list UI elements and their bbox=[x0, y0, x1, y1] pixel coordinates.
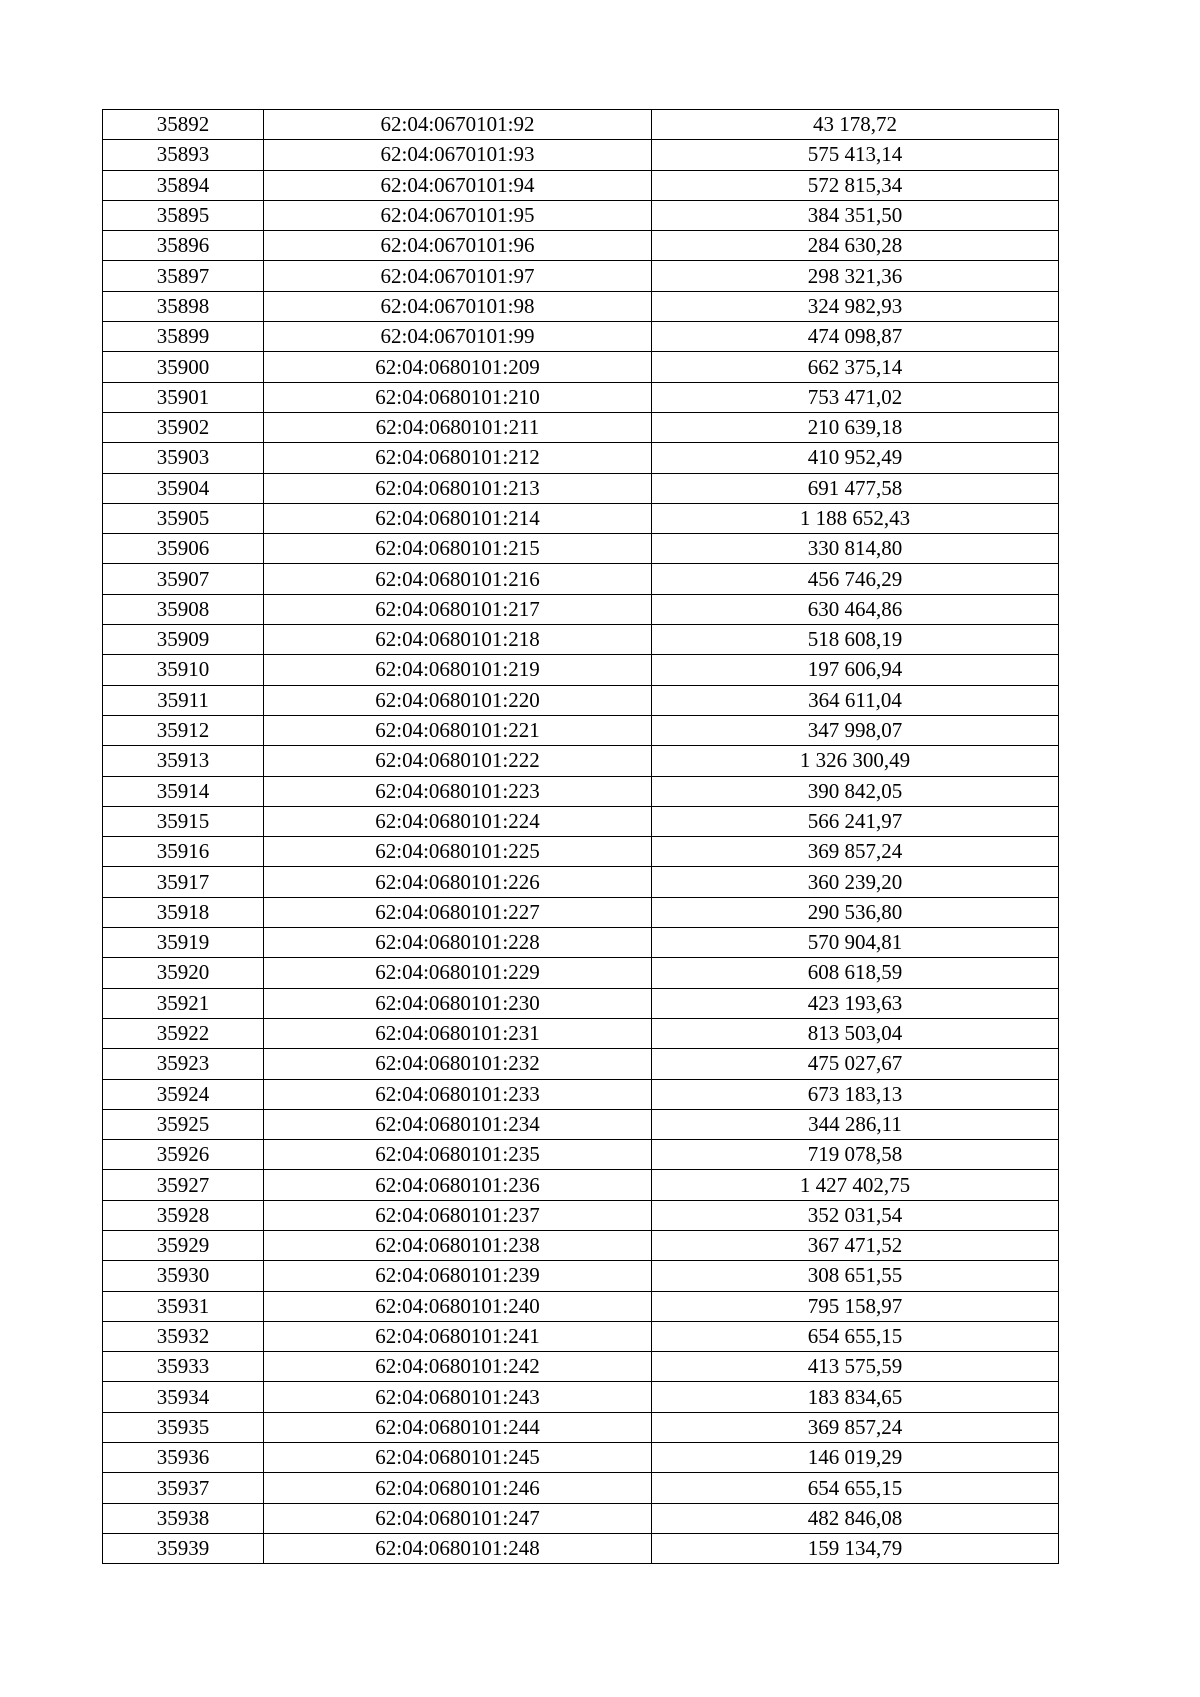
cadastral-number-cell: 62:04:0680101:218 bbox=[264, 625, 652, 655]
row-number-cell: 35930 bbox=[103, 1261, 264, 1291]
row-number-cell: 35932 bbox=[103, 1321, 264, 1351]
row-number-cell: 35922 bbox=[103, 1018, 264, 1048]
row-number-cell: 35939 bbox=[103, 1533, 264, 1563]
table-row bbox=[103, 1352, 1059, 1382]
cadastral-number-cell: 62:04:0680101:212 bbox=[264, 443, 652, 473]
cadastral-value-cell: 308 651,55 bbox=[652, 1261, 1059, 1291]
cadastral-number-cell: 62:04:0680101:241 bbox=[264, 1321, 652, 1351]
cadastral-value-cell: 197 606,94 bbox=[652, 655, 1059, 685]
row-number-cell: 35923 bbox=[103, 1049, 264, 1079]
cadastral-value-cell: 673 183,13 bbox=[652, 1079, 1059, 1109]
cadastral-value-cell: 290 536,80 bbox=[652, 897, 1059, 927]
cadastral-number-cell: 62:04:0680101:239 bbox=[264, 1261, 652, 1291]
table-row bbox=[103, 1200, 1059, 1230]
cadastral-number-cell: 62:04:0680101:210 bbox=[264, 382, 652, 412]
cadastral-value-cell: 43 178,72 bbox=[652, 110, 1059, 140]
cadastral-number-cell: 62:04:0670101:99 bbox=[264, 322, 652, 352]
row-number-cell: 35927 bbox=[103, 1170, 264, 1200]
table-row bbox=[103, 776, 1059, 806]
cadastral-value-cell: 352 031,54 bbox=[652, 1200, 1059, 1230]
row-number-cell: 35915 bbox=[103, 806, 264, 836]
table-row bbox=[103, 503, 1059, 533]
cadastral-value-cell: 183 834,65 bbox=[652, 1382, 1059, 1412]
cadastral-number-cell: 62:04:0680101:225 bbox=[264, 837, 652, 867]
row-number-cell: 35897 bbox=[103, 261, 264, 291]
cadastral-value-cell: 691 477,58 bbox=[652, 473, 1059, 503]
row-number-cell: 35938 bbox=[103, 1503, 264, 1533]
row-number-cell: 35918 bbox=[103, 897, 264, 927]
cadastral-number-cell: 62:04:0680101:235 bbox=[264, 1140, 652, 1170]
cadastral-number-cell: 62:04:0680101:226 bbox=[264, 867, 652, 897]
cadastral-value-cell: 298 321,36 bbox=[652, 261, 1059, 291]
cadastral-value-cell: 795 158,97 bbox=[652, 1291, 1059, 1321]
row-number-cell: 35916 bbox=[103, 837, 264, 867]
row-number-cell: 35926 bbox=[103, 1140, 264, 1170]
cadastral-value-cell: 1 427 402,75 bbox=[652, 1170, 1059, 1200]
cadastral-value-cell: 384 351,50 bbox=[652, 200, 1059, 230]
table-row bbox=[103, 685, 1059, 715]
cadastral-number-cell: 62:04:0680101:234 bbox=[264, 1109, 652, 1139]
cadastral-number-cell: 62:04:0680101:220 bbox=[264, 685, 652, 715]
cadastral-value-cell: 369 857,24 bbox=[652, 1412, 1059, 1442]
table-row bbox=[103, 837, 1059, 867]
table-row bbox=[103, 1291, 1059, 1321]
row-number-cell: 35936 bbox=[103, 1443, 264, 1473]
cadastral-number-cell: 62:04:0680101:242 bbox=[264, 1352, 652, 1382]
cadastral-number-cell: 62:04:0680101:247 bbox=[264, 1503, 652, 1533]
cadastral-value-cell: 518 608,19 bbox=[652, 625, 1059, 655]
cadastral-number-cell: 62:04:0680101:222 bbox=[264, 746, 652, 776]
cadastral-value-table bbox=[102, 109, 1059, 1564]
row-number-cell: 35895 bbox=[103, 200, 264, 230]
cadastral-value-cell: 423 193,63 bbox=[652, 988, 1059, 1018]
row-number-cell: 35928 bbox=[103, 1200, 264, 1230]
row-number-cell: 35898 bbox=[103, 291, 264, 321]
table-row bbox=[103, 1503, 1059, 1533]
row-number-cell: 35905 bbox=[103, 503, 264, 533]
cadastral-value-cell: 344 286,11 bbox=[652, 1109, 1059, 1139]
cadastral-value-cell: 330 814,80 bbox=[652, 534, 1059, 564]
table-row bbox=[103, 1170, 1059, 1200]
cadastral-value-cell: 410 952,49 bbox=[652, 443, 1059, 473]
cadastral-number-cell: 62:04:0680101:238 bbox=[264, 1230, 652, 1260]
row-number-cell: 35899 bbox=[103, 322, 264, 352]
table-row bbox=[103, 867, 1059, 897]
row-number-cell: 35908 bbox=[103, 594, 264, 624]
table-row bbox=[103, 412, 1059, 442]
cadastral-value-cell: 662 375,14 bbox=[652, 352, 1059, 382]
row-number-cell: 35913 bbox=[103, 746, 264, 776]
cadastral-value-cell: 390 842,05 bbox=[652, 776, 1059, 806]
cadastral-value-cell: 475 027,67 bbox=[652, 1049, 1059, 1079]
cadastral-number-cell: 62:04:0670101:96 bbox=[264, 231, 652, 261]
cadastral-value-cell: 369 857,24 bbox=[652, 837, 1059, 867]
table-row bbox=[103, 594, 1059, 624]
cadastral-number-cell: 62:04:0680101:246 bbox=[264, 1473, 652, 1503]
cadastral-value-cell: 570 904,81 bbox=[652, 928, 1059, 958]
cadastral-value-cell: 572 815,34 bbox=[652, 170, 1059, 200]
table-row bbox=[103, 140, 1059, 170]
row-number-cell: 35896 bbox=[103, 231, 264, 261]
cadastral-value-cell: 1 188 652,43 bbox=[652, 503, 1059, 533]
table-row bbox=[103, 352, 1059, 382]
table-row bbox=[103, 291, 1059, 321]
row-number-cell: 35902 bbox=[103, 412, 264, 442]
cadastral-number-cell: 62:04:0670101:93 bbox=[264, 140, 652, 170]
cadastral-number-cell: 62:04:0680101:233 bbox=[264, 1079, 652, 1109]
row-number-cell: 35911 bbox=[103, 685, 264, 715]
table-row bbox=[103, 170, 1059, 200]
table-row bbox=[103, 200, 1059, 230]
row-number-cell: 35933 bbox=[103, 1352, 264, 1382]
table-row bbox=[103, 1049, 1059, 1079]
cadastral-number-cell: 62:04:0680101:214 bbox=[264, 503, 652, 533]
table-row bbox=[103, 1079, 1059, 1109]
row-number-cell: 35931 bbox=[103, 1291, 264, 1321]
table-row bbox=[103, 473, 1059, 503]
row-number-cell: 35892 bbox=[103, 110, 264, 140]
cadastral-number-cell: 62:04:0680101:211 bbox=[264, 412, 652, 442]
table-row bbox=[103, 928, 1059, 958]
cadastral-number-cell: 62:04:0680101:237 bbox=[264, 1200, 652, 1230]
table-row bbox=[103, 715, 1059, 745]
row-number-cell: 35909 bbox=[103, 625, 264, 655]
table-row bbox=[103, 1140, 1059, 1170]
cadastral-number-cell: 62:04:0680101:229 bbox=[264, 958, 652, 988]
row-number-cell: 35935 bbox=[103, 1412, 264, 1442]
cadastral-value-cell: 347 998,07 bbox=[652, 715, 1059, 745]
cadastral-value-cell: 575 413,14 bbox=[652, 140, 1059, 170]
table-row bbox=[103, 110, 1059, 140]
table-row bbox=[103, 655, 1059, 685]
cadastral-value-cell: 630 464,86 bbox=[652, 594, 1059, 624]
table-row bbox=[103, 988, 1059, 1018]
cadastral-value-cell: 284 630,28 bbox=[652, 231, 1059, 261]
table-row bbox=[103, 534, 1059, 564]
table-row bbox=[103, 625, 1059, 655]
cadastral-number-cell: 62:04:0670101:95 bbox=[264, 200, 652, 230]
cadastral-number-cell: 62:04:0680101:216 bbox=[264, 564, 652, 594]
cadastral-number-cell: 62:04:0680101:209 bbox=[264, 352, 652, 382]
cadastral-value-cell: 753 471,02 bbox=[652, 382, 1059, 412]
row-number-cell: 35904 bbox=[103, 473, 264, 503]
row-number-cell: 35937 bbox=[103, 1473, 264, 1503]
cadastral-value-cell: 654 655,15 bbox=[652, 1321, 1059, 1351]
cadastral-value-cell: 474 098,87 bbox=[652, 322, 1059, 352]
row-number-cell: 35919 bbox=[103, 928, 264, 958]
cadastral-number-cell: 62:04:0680101:230 bbox=[264, 988, 652, 1018]
table-row bbox=[103, 897, 1059, 927]
table-row bbox=[103, 1261, 1059, 1291]
table-row bbox=[103, 1533, 1059, 1563]
cadastral-number-cell: 62:04:0680101:231 bbox=[264, 1018, 652, 1048]
table-row bbox=[103, 443, 1059, 473]
table-row bbox=[103, 1018, 1059, 1048]
cadastral-value-cell: 364 611,04 bbox=[652, 685, 1059, 715]
table-row bbox=[103, 1473, 1059, 1503]
cadastral-number-cell: 62:04:0670101:92 bbox=[264, 110, 652, 140]
cadastral-number-cell: 62:04:0680101:219 bbox=[264, 655, 652, 685]
table-row bbox=[103, 231, 1059, 261]
table-row bbox=[103, 806, 1059, 836]
cadastral-number-cell: 62:04:0680101:215 bbox=[264, 534, 652, 564]
cadastral-number-cell: 62:04:0680101:227 bbox=[264, 897, 652, 927]
table-row bbox=[103, 746, 1059, 776]
row-number-cell: 35907 bbox=[103, 564, 264, 594]
cadastral-value-cell: 159 134,79 bbox=[652, 1533, 1059, 1563]
cadastral-value-cell: 654 655,15 bbox=[652, 1473, 1059, 1503]
row-number-cell: 35894 bbox=[103, 170, 264, 200]
row-number-cell: 35900 bbox=[103, 352, 264, 382]
row-number-cell: 35901 bbox=[103, 382, 264, 412]
cadastral-number-cell: 62:04:0680101:248 bbox=[264, 1533, 652, 1563]
cadastral-value-cell: 608 618,59 bbox=[652, 958, 1059, 988]
cadastral-value-cell: 1 326 300,49 bbox=[652, 746, 1059, 776]
table-row bbox=[103, 958, 1059, 988]
cadastral-value-cell: 482 846,08 bbox=[652, 1503, 1059, 1533]
table-row bbox=[103, 1109, 1059, 1139]
cadastral-number-cell: 62:04:0680101:228 bbox=[264, 928, 652, 958]
cadastral-number-cell: 62:04:0680101:221 bbox=[264, 715, 652, 745]
cadastral-number-cell: 62:04:0670101:97 bbox=[264, 261, 652, 291]
row-number-cell: 35917 bbox=[103, 867, 264, 897]
cadastral-number-cell: 62:04:0680101:244 bbox=[264, 1412, 652, 1442]
cadastral-number-cell: 62:04:0680101:243 bbox=[264, 1382, 652, 1412]
row-number-cell: 35893 bbox=[103, 140, 264, 170]
cadastral-number-cell: 62:04:0680101:224 bbox=[264, 806, 652, 836]
cadastral-value-cell: 367 471,52 bbox=[652, 1230, 1059, 1260]
cadastral-value-cell: 566 241,97 bbox=[652, 806, 1059, 836]
cadastral-number-cell: 62:04:0680101:213 bbox=[264, 473, 652, 503]
row-number-cell: 35906 bbox=[103, 534, 264, 564]
table-row bbox=[103, 1230, 1059, 1260]
cadastral-value-cell: 456 746,29 bbox=[652, 564, 1059, 594]
cadastral-value-cell: 324 982,93 bbox=[652, 291, 1059, 321]
cadastral-number-cell: 62:04:0680101:245 bbox=[264, 1443, 652, 1473]
cadastral-value-cell: 413 575,59 bbox=[652, 1352, 1059, 1382]
row-number-cell: 35910 bbox=[103, 655, 264, 685]
table-row bbox=[103, 322, 1059, 352]
row-number-cell: 35903 bbox=[103, 443, 264, 473]
cadastral-number-cell: 62:04:0680101:217 bbox=[264, 594, 652, 624]
table-row bbox=[103, 564, 1059, 594]
cadastral-value-cell: 719 078,58 bbox=[652, 1140, 1059, 1170]
cadastral-number-cell: 62:04:0680101:236 bbox=[264, 1170, 652, 1200]
row-number-cell: 35929 bbox=[103, 1230, 264, 1260]
row-number-cell: 35934 bbox=[103, 1382, 264, 1412]
table-row bbox=[103, 1443, 1059, 1473]
table-row bbox=[103, 382, 1059, 412]
row-number-cell: 35914 bbox=[103, 776, 264, 806]
row-number-cell: 35912 bbox=[103, 715, 264, 745]
table-body bbox=[103, 110, 1059, 1564]
cadastral-value-cell: 146 019,29 bbox=[652, 1443, 1059, 1473]
row-number-cell: 35920 bbox=[103, 958, 264, 988]
cadastral-value-cell: 210 639,18 bbox=[652, 412, 1059, 442]
row-number-cell: 35925 bbox=[103, 1109, 264, 1139]
row-number-cell: 35924 bbox=[103, 1079, 264, 1109]
row-number-cell: 35921 bbox=[103, 988, 264, 1018]
table-row bbox=[103, 1412, 1059, 1442]
table-row bbox=[103, 1321, 1059, 1351]
cadastral-number-cell: 62:04:0680101:223 bbox=[264, 776, 652, 806]
cadastral-value-cell: 360 239,20 bbox=[652, 867, 1059, 897]
cadastral-number-cell: 62:04:0680101:232 bbox=[264, 1049, 652, 1079]
cadastral-number-cell: 62:04:0680101:240 bbox=[264, 1291, 652, 1321]
table-row bbox=[103, 261, 1059, 291]
table-row bbox=[103, 1382, 1059, 1412]
cadastral-number-cell: 62:04:0670101:98 bbox=[264, 291, 652, 321]
cadastral-number-cell: 62:04:0670101:94 bbox=[264, 170, 652, 200]
cadastral-value-cell: 813 503,04 bbox=[652, 1018, 1059, 1048]
